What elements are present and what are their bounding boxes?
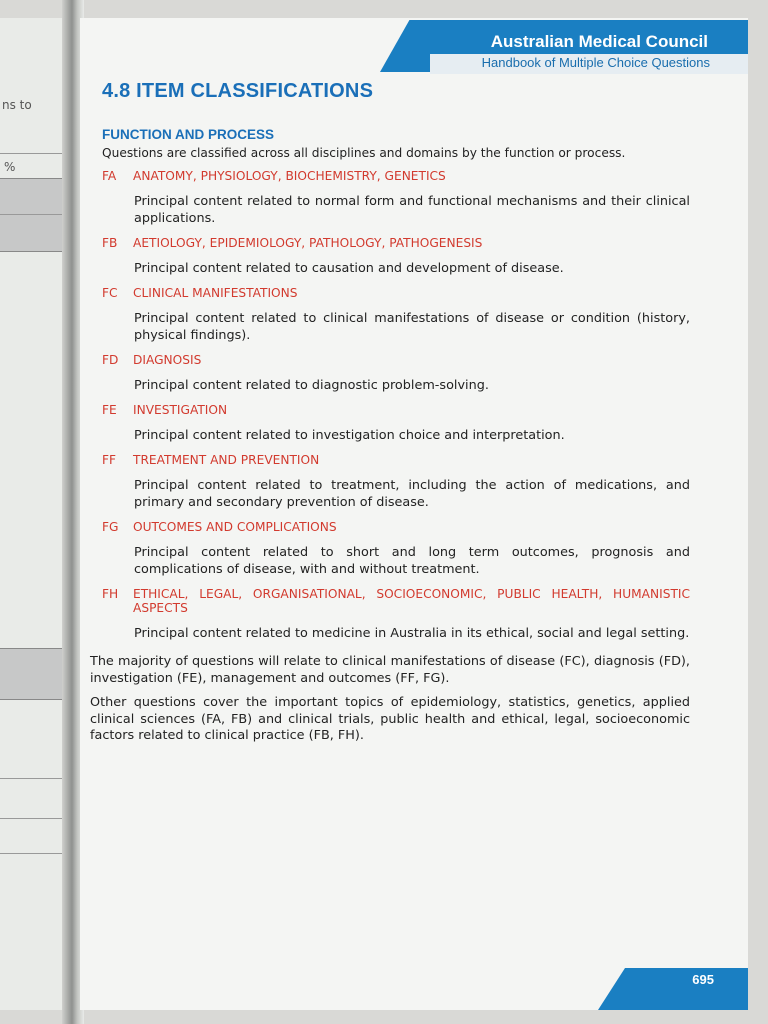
item-description: Principal content related to medicine in Australia in its ethical, social and legal setting.	[134, 626, 690, 641]
section-intro: Questions are classified across all disciplines and domains by the function or process.	[102, 146, 626, 160]
item-code: FB	[102, 236, 118, 250]
item-description: Principal content related to causation and development of disease.	[134, 261, 564, 276]
item-code: FG	[102, 520, 119, 534]
section-subtitle: FUNCTION AND PROCESS	[102, 127, 275, 142]
item-name: ANATOMY, PHYSIOLOGY, BIOCHEMISTRY, GENETICS	[133, 169, 446, 183]
classification-item-fh	[102, 587, 690, 642]
page-content	[90, 80, 690, 745]
header-subtitle: Handbook of Multiple Choice Questions	[481, 55, 710, 70]
classification-item-fa	[102, 169, 690, 227]
item-name: AETIOLOGY, EPIDEMIOLOGY, PATHOLOGY, PATHOGENESIS	[133, 236, 483, 250]
item-code: FE	[102, 403, 117, 417]
handbook-page	[80, 18, 748, 1010]
item-description: Principal content related to short and long term outcomes, prognosis and complications of disease, with and without treatment.	[134, 545, 690, 577]
classification-item-fc	[102, 286, 690, 344]
facing-page-fragment: ns to	[2, 98, 32, 112]
item-code: FF	[102, 453, 117, 467]
facing-page-rule	[0, 214, 70, 215]
header-title: Australian Medical Council	[490, 32, 708, 51]
classification-item-fg	[102, 520, 690, 578]
facing-page-rule	[0, 778, 70, 779]
item-description: Principal content related to clinical manifestations of disease or condition (history, physical findings).	[134, 311, 690, 343]
page-number: 695	[692, 972, 714, 987]
item-code: FA	[102, 169, 117, 183]
item-description: Principal content related to investigation choice and interpretation.	[134, 428, 565, 443]
item-name: TREATMENT AND PREVENTION	[133, 453, 320, 467]
item-code: FC	[102, 286, 118, 300]
summary-paragraph: The majority of questions will relate to clinical manifestations of disease (FC), diagnosis (FD), investigation (FE), management and outcomes (FF, FG).	[90, 654, 690, 686]
item-name: OUTCOMES AND COMPLICATIONS	[133, 520, 337, 534]
item-name: CLINICAL MANIFESTATIONS	[133, 286, 298, 300]
item-code: FH	[102, 587, 119, 601]
classification-item-fb	[102, 236, 690, 277]
summary-paragraph: Other questions cover the important topics of epidemiology, statistics, genetics, applied clinical sciences (FA, FB) and clinical trials, public health and ethical, legal, socioeconomic factors related to clinical practice (FB, FH).	[90, 695, 690, 743]
facing-page-rule	[0, 818, 70, 819]
classification-item-fd	[102, 353, 690, 394]
footer-band	[598, 968, 748, 1010]
facing-page-rule	[0, 153, 70, 154]
classification-item-ff	[102, 453, 690, 511]
item-name: INVESTIGATION	[133, 403, 228, 417]
item-description: Principal content related to diagnostic problem-solving.	[134, 378, 489, 393]
facing-page-shaded-cell	[0, 648, 70, 700]
facing-page-percent: %	[4, 160, 16, 174]
facing-page-shaded-cell	[0, 178, 70, 252]
item-name: ETHICAL, LEGAL, ORGANISATIONAL, SOCIOECONOMIC, PUBLIC HEALTH, HUMANISTIC ASPECTS	[133, 587, 690, 615]
item-code: FD	[102, 353, 119, 367]
facing-page-rule	[0, 853, 70, 854]
item-name: DIAGNOSIS	[133, 353, 202, 367]
item-description: Principal content related to treatment, including the action of medications, and primary and secondary prevention of disease.	[134, 478, 690, 510]
item-description: Principal content related to normal form and functional mechanisms and their clinical applications.	[134, 194, 690, 226]
classification-item-fe	[102, 403, 690, 444]
section-title: 4.8 ITEM CLASSIFICATIONS	[102, 80, 374, 102]
